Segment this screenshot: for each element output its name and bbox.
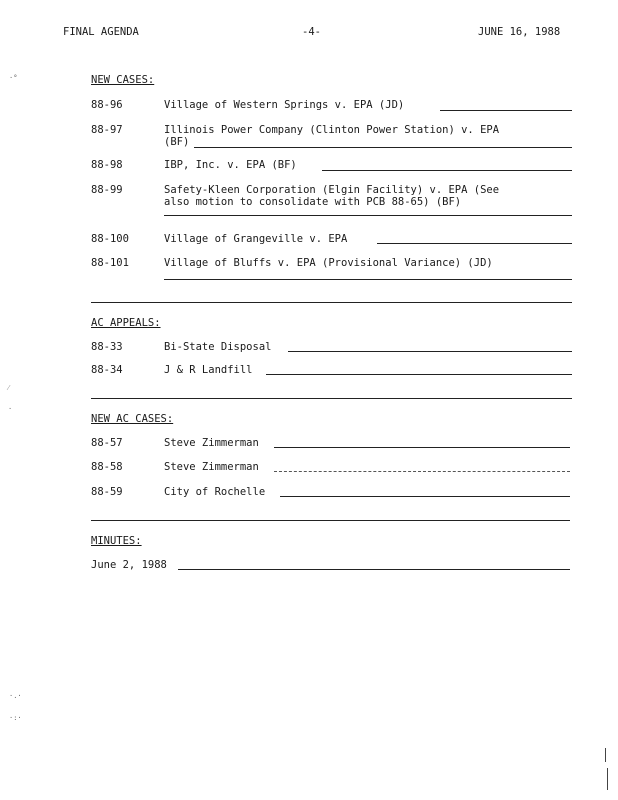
- fill-line: [274, 447, 570, 448]
- header-date: JUNE 16, 1988: [478, 26, 561, 38]
- case-number: 88-34: [91, 364, 123, 376]
- fill-line: [194, 147, 572, 148]
- case-title: Village of Western Springs v. EPA (JD): [164, 99, 405, 111]
- case-number: 88-101: [91, 257, 129, 269]
- case-number: 88-98: [91, 159, 123, 171]
- case-title: Village of Grangeville v. EPA: [164, 233, 348, 245]
- case-number: 88-59: [91, 486, 123, 498]
- fill-line: [274, 471, 570, 472]
- case-title-cont: also motion to consolidate with PCB 88-65) (BF): [164, 196, 462, 208]
- case-number: 88-57: [91, 437, 123, 449]
- scan-mark: [605, 748, 606, 762]
- new-ac-cases-heading: NEW AC CASES:: [91, 413, 174, 425]
- case-title: IBP, Inc. v. EPA (BF): [164, 159, 297, 171]
- fill-line: [266, 374, 572, 375]
- section-divider: [91, 302, 572, 303]
- case-title: Illinois Power Company (Clinton Power Station) v. EPA: [164, 124, 500, 136]
- case-number: 88-58: [91, 461, 123, 473]
- page-number: -4-: [302, 26, 321, 38]
- case-number: 88-96: [91, 99, 123, 111]
- case-title: Bi-State Disposal: [164, 341, 272, 353]
- fill-line: [322, 170, 572, 171]
- case-title-cont: (BF): [164, 136, 190, 148]
- case-title: Village of Bluffs v. EPA (Provisional Variance) (JD): [164, 257, 493, 269]
- scan-speck: ·°: [9, 74, 18, 82]
- scan-speck: ·:·: [9, 714, 22, 722]
- scan-speck: ·: [8, 405, 13, 413]
- fill-line: [164, 215, 572, 216]
- fill-line: [164, 279, 572, 280]
- section-divider: [91, 520, 570, 521]
- case-title: City of Rochelle: [164, 486, 266, 498]
- case-number: 88-33: [91, 341, 123, 353]
- fill-line: [440, 110, 572, 111]
- scan-speck: ·.·: [9, 692, 22, 700]
- case-number: 88-100: [91, 233, 129, 245]
- minutes-heading: MINUTES:: [91, 535, 142, 547]
- fill-line: [288, 351, 572, 352]
- new-cases-heading: NEW CASES:: [91, 74, 155, 86]
- header-left: FINAL AGENDA: [63, 26, 139, 38]
- ac-appeals-heading: AC APPEALS:: [91, 317, 161, 329]
- fill-line: [280, 496, 570, 497]
- case-number: 88-97: [91, 124, 123, 136]
- section-divider: [91, 398, 572, 399]
- case-title: Steve Zimmerman: [164, 461, 259, 473]
- case-title: J & R Landfill: [164, 364, 253, 376]
- scan-speck: ⁄: [8, 384, 10, 392]
- case-title: Steve Zimmerman: [164, 437, 259, 449]
- minutes-entry: June 2, 1988: [91, 559, 167, 571]
- fill-line: [178, 569, 570, 570]
- fill-line: [377, 243, 572, 244]
- case-title: Safety-Kleen Corporation (Elgin Facility) v. EPA (See: [164, 184, 500, 196]
- case-number: 88-99: [91, 184, 123, 196]
- scan-mark: [607, 768, 608, 790]
